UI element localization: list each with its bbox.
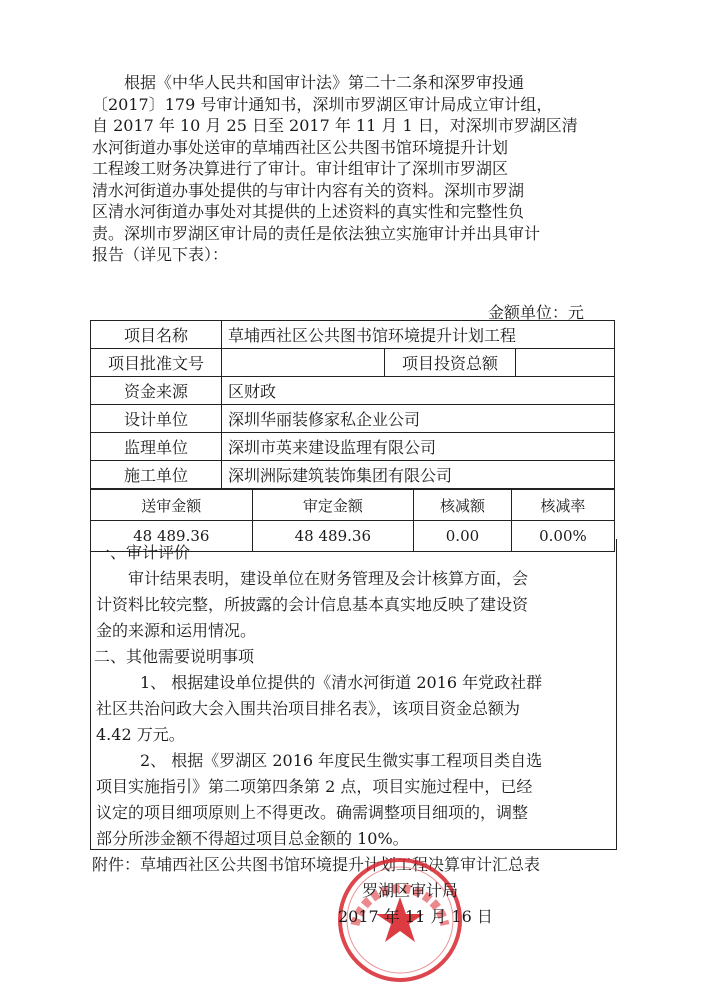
approval-number-label: 项目批准文号 (91, 349, 222, 377)
intro-line: 清水河街道办事处提供的与审计内容有关的资料。深圳市罗湖 (92, 180, 525, 200)
table-header-cell: 送审金额 (91, 490, 253, 521)
signature-organization: 罗湖区审计局 (362, 881, 459, 900)
section-line: 金的来源和运用情况。 (96, 621, 257, 640)
section-line: 4.42 万元。 (96, 725, 185, 744)
section-line: 社区共治问政大会入围共治项目排名表》，该项目资金总额为 (96, 699, 521, 718)
table-row (91, 321, 615, 349)
table-cell: 0.00 (414, 521, 512, 552)
amount-unit-label: 金额单位：元 (488, 303, 585, 322)
section-line: 部分所涉金额不得超过项目总金额的 10%。 (96, 829, 409, 848)
project-info-table (90, 320, 615, 489)
section-title: 二、其他需要说明事项 (94, 647, 255, 666)
table-row (91, 433, 615, 461)
attachment-note: 附件：草埔西社区公共图书馆环境提升计划工程决算审计汇总表 (92, 855, 541, 874)
project-name-label: 项目名称 (91, 321, 222, 349)
intro-line: 根据《中华人民共和国审计法》第二十二条和深罗审投通 (124, 73, 525, 92)
section-line: 议定的项目细项原则上不得更改。确需调整项目细项的，调整 (96, 803, 529, 822)
section-audit-evaluation (90, 540, 615, 644)
table-header-cell: 核减率 (511, 490, 614, 521)
intro-paragraph (92, 72, 612, 266)
section-line: 计资料比较完整，所披露的会计信息基本真实地反映了建设资 (96, 595, 529, 614)
intro-line: 区清水河街道办事处对其提供的上述资料的真实性和完整性负 (92, 202, 525, 221)
design-unit-value: 深圳华丽装修家私企业公司 (222, 405, 615, 433)
table-row (91, 349, 615, 377)
section-other-matters (90, 644, 615, 852)
intro-line: 工程竣工财务决算进行了审计。审计组审计了深圳市罗湖区 (92, 159, 509, 178)
intro-line: 〔2017〕179 号审计通知书，深圳市罗湖区审计局成立审计组， (92, 94, 553, 114)
table-row (91, 405, 615, 433)
construction-unit-value: 深圳洲际建筑装饰集团有限公司 (222, 461, 615, 489)
fund-source-value: 区财政 (222, 377, 615, 405)
investment-total-value (516, 349, 615, 377)
table-row (91, 377, 615, 405)
intro-line: 水河街道办事处送审的草埔西社区公共图书馆环境提升计划 (92, 137, 509, 157)
intro-line: 报告（详见下表）： (92, 245, 229, 264)
design-unit-label: 设计单位 (91, 405, 222, 433)
intro-line: 自 2017 年 10 月 25 日至 2017 年 11 月 1 日，对深圳市罗湖区清 (92, 116, 578, 135)
supervision-unit-label: 监理单位 (91, 433, 222, 461)
construction-unit-label: 施工单位 (91, 461, 222, 489)
signature-date: 2017 年 11 月 16 日 (338, 907, 493, 926)
project-name-value: 草埔西社区公共图书馆环境提升计划工程 (222, 321, 615, 349)
table-header-cell: 核减额 (414, 490, 512, 521)
table-header-cell: 审定金额 (252, 490, 414, 521)
supervision-unit-value: 深圳市英来建设监理有限公司 (222, 433, 615, 461)
table-cell: 48 489.36 (91, 521, 253, 552)
section-line: 项目实施指引》第二项第四条第 2 点，项目实施过程中，已经 (96, 777, 533, 796)
table-cell: 0.00% (511, 521, 614, 552)
table-cell: 48 489.36 (252, 521, 414, 552)
intro-line: 责。深圳市罗湖区审计局的责任是依法独立实施审计并出具审计 (92, 223, 541, 243)
section-line: 2、 根据《罗湖区 2016 年度民生微实事工程项目类自选 (140, 751, 543, 770)
section-title: 一、审计评价 (94, 543, 191, 562)
section-line: 审计结果表明，建设单位在财务管理及会计核算方面，会 (128, 569, 529, 588)
fund-source-label: 资金来源 (91, 377, 222, 405)
investment-total-label: 项目投资总额 (385, 349, 516, 377)
section-line: 1、 根据建设单位提供的《清水河街道 2016 年党政社群 (140, 673, 543, 692)
table-header-row (91, 490, 615, 521)
table-row (91, 461, 615, 489)
approval-number-value (222, 349, 385, 377)
